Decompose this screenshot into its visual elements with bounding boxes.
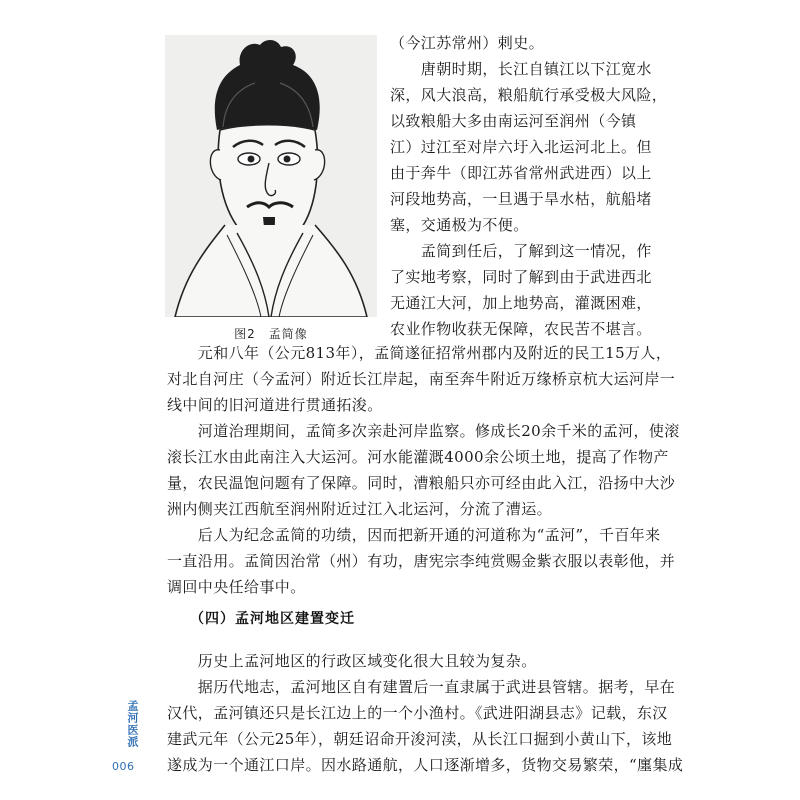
text-line: （今江苏常州）剌史。 [390,34,545,52]
text-line: 了实地考察，同时了解到由于武进西北 [390,268,652,286]
section-heading: （四）孟河地区建置变迁 [190,611,355,627]
text-line: 由于奔牛（即江苏省常州武进西）以上 [390,164,652,182]
text-line: 历史上孟河地区的行政区域变化很大且较为复杂。 [167,652,537,670]
text-line: 以致粮船大多由南运河至润州（今镇 [390,112,637,130]
text-line: 农业作物收获无保障，农民苦不堪言。 [390,320,652,338]
text-line: 孟简到任后，了解到这一情况，作 [390,242,652,260]
text-line: 元和八年（公元813年），孟简遂征招常州郡内及附近的民工15万人， [167,344,672,362]
running-head-label: 孟河医派 [126,700,139,748]
text-line: 河段地势高，一旦遇于旱水枯，航船堵 [390,190,652,208]
text-line: 一直沿用。孟简因治常（州）有功，唐宪宗李纯赏赐金紫衣服以表彰他，并 [167,552,676,570]
text-line: 汉代，孟河镇还只是长江边上的一个小渔村。《武进阳湖县志》记载，东汉 [167,704,668,722]
portrait-figure [165,35,377,340]
text-line: 后人为纪念孟简的功绩，因而把新开通的河道称为“孟河”，千百年来 [167,526,661,544]
figure-caption: 图2 孟简像 [234,327,308,341]
side-column-text [390,30,668,342]
text-line: 滚长江水由此南注入大运河。河水能灌溉4000余公顷土地，提高了作物产 [167,448,669,466]
text-line: 遂成为一个通江口岸。因水路通航，人口逐渐增多，货物交易繁荣，“廛集成 [167,756,684,774]
meng-jian-portrait-image [165,35,377,317]
text-line: 塞，交通极为不便。 [390,216,529,234]
text-line: 无通江大河，加上地势高，灌溉困难， [390,294,652,312]
text-line: 洲内侧夹江西航至润州附近过江入北运河，分流了漕运。 [167,500,553,518]
text-line: 据历代地志，孟河地区自有建置后一直隶属于武进县管辖。据考，早在 [167,678,676,696]
text-line: 深，风大浪高，粮船航行承受极大风险， [390,86,668,104]
main-column-text [167,340,680,600]
text-line: 河道治理期间，孟简多次亲赴河岸监察。修成长20余千米的孟河，使滚 [167,422,680,440]
text-line: 调回中央任给事中。 [167,578,306,596]
text-line: 对北自河庄（今孟河）附近长江岸起，南至奔牛附近万缘桥京杭大运河岸一 [167,370,676,388]
text-line: 江）过江至对岸六圩入北运河北上。但 [390,138,652,156]
page-number: 006 [112,760,135,773]
text-line: 线中间的旧河道进行贯通拓浚。 [167,396,383,414]
main-column-text-2 [167,648,684,778]
text-line: 建武元年（公元25年），朝廷诏命开浚河渎，从长江口掘到小黄山下，该地 [167,730,673,748]
text-line: 量，农民温饱问题有了保障。同时，漕粮船只亦可经由此入江，沿扬中大沙 [167,474,676,492]
text-line: 唐朝时期，长江自镇江以下江宽水 [390,60,652,78]
